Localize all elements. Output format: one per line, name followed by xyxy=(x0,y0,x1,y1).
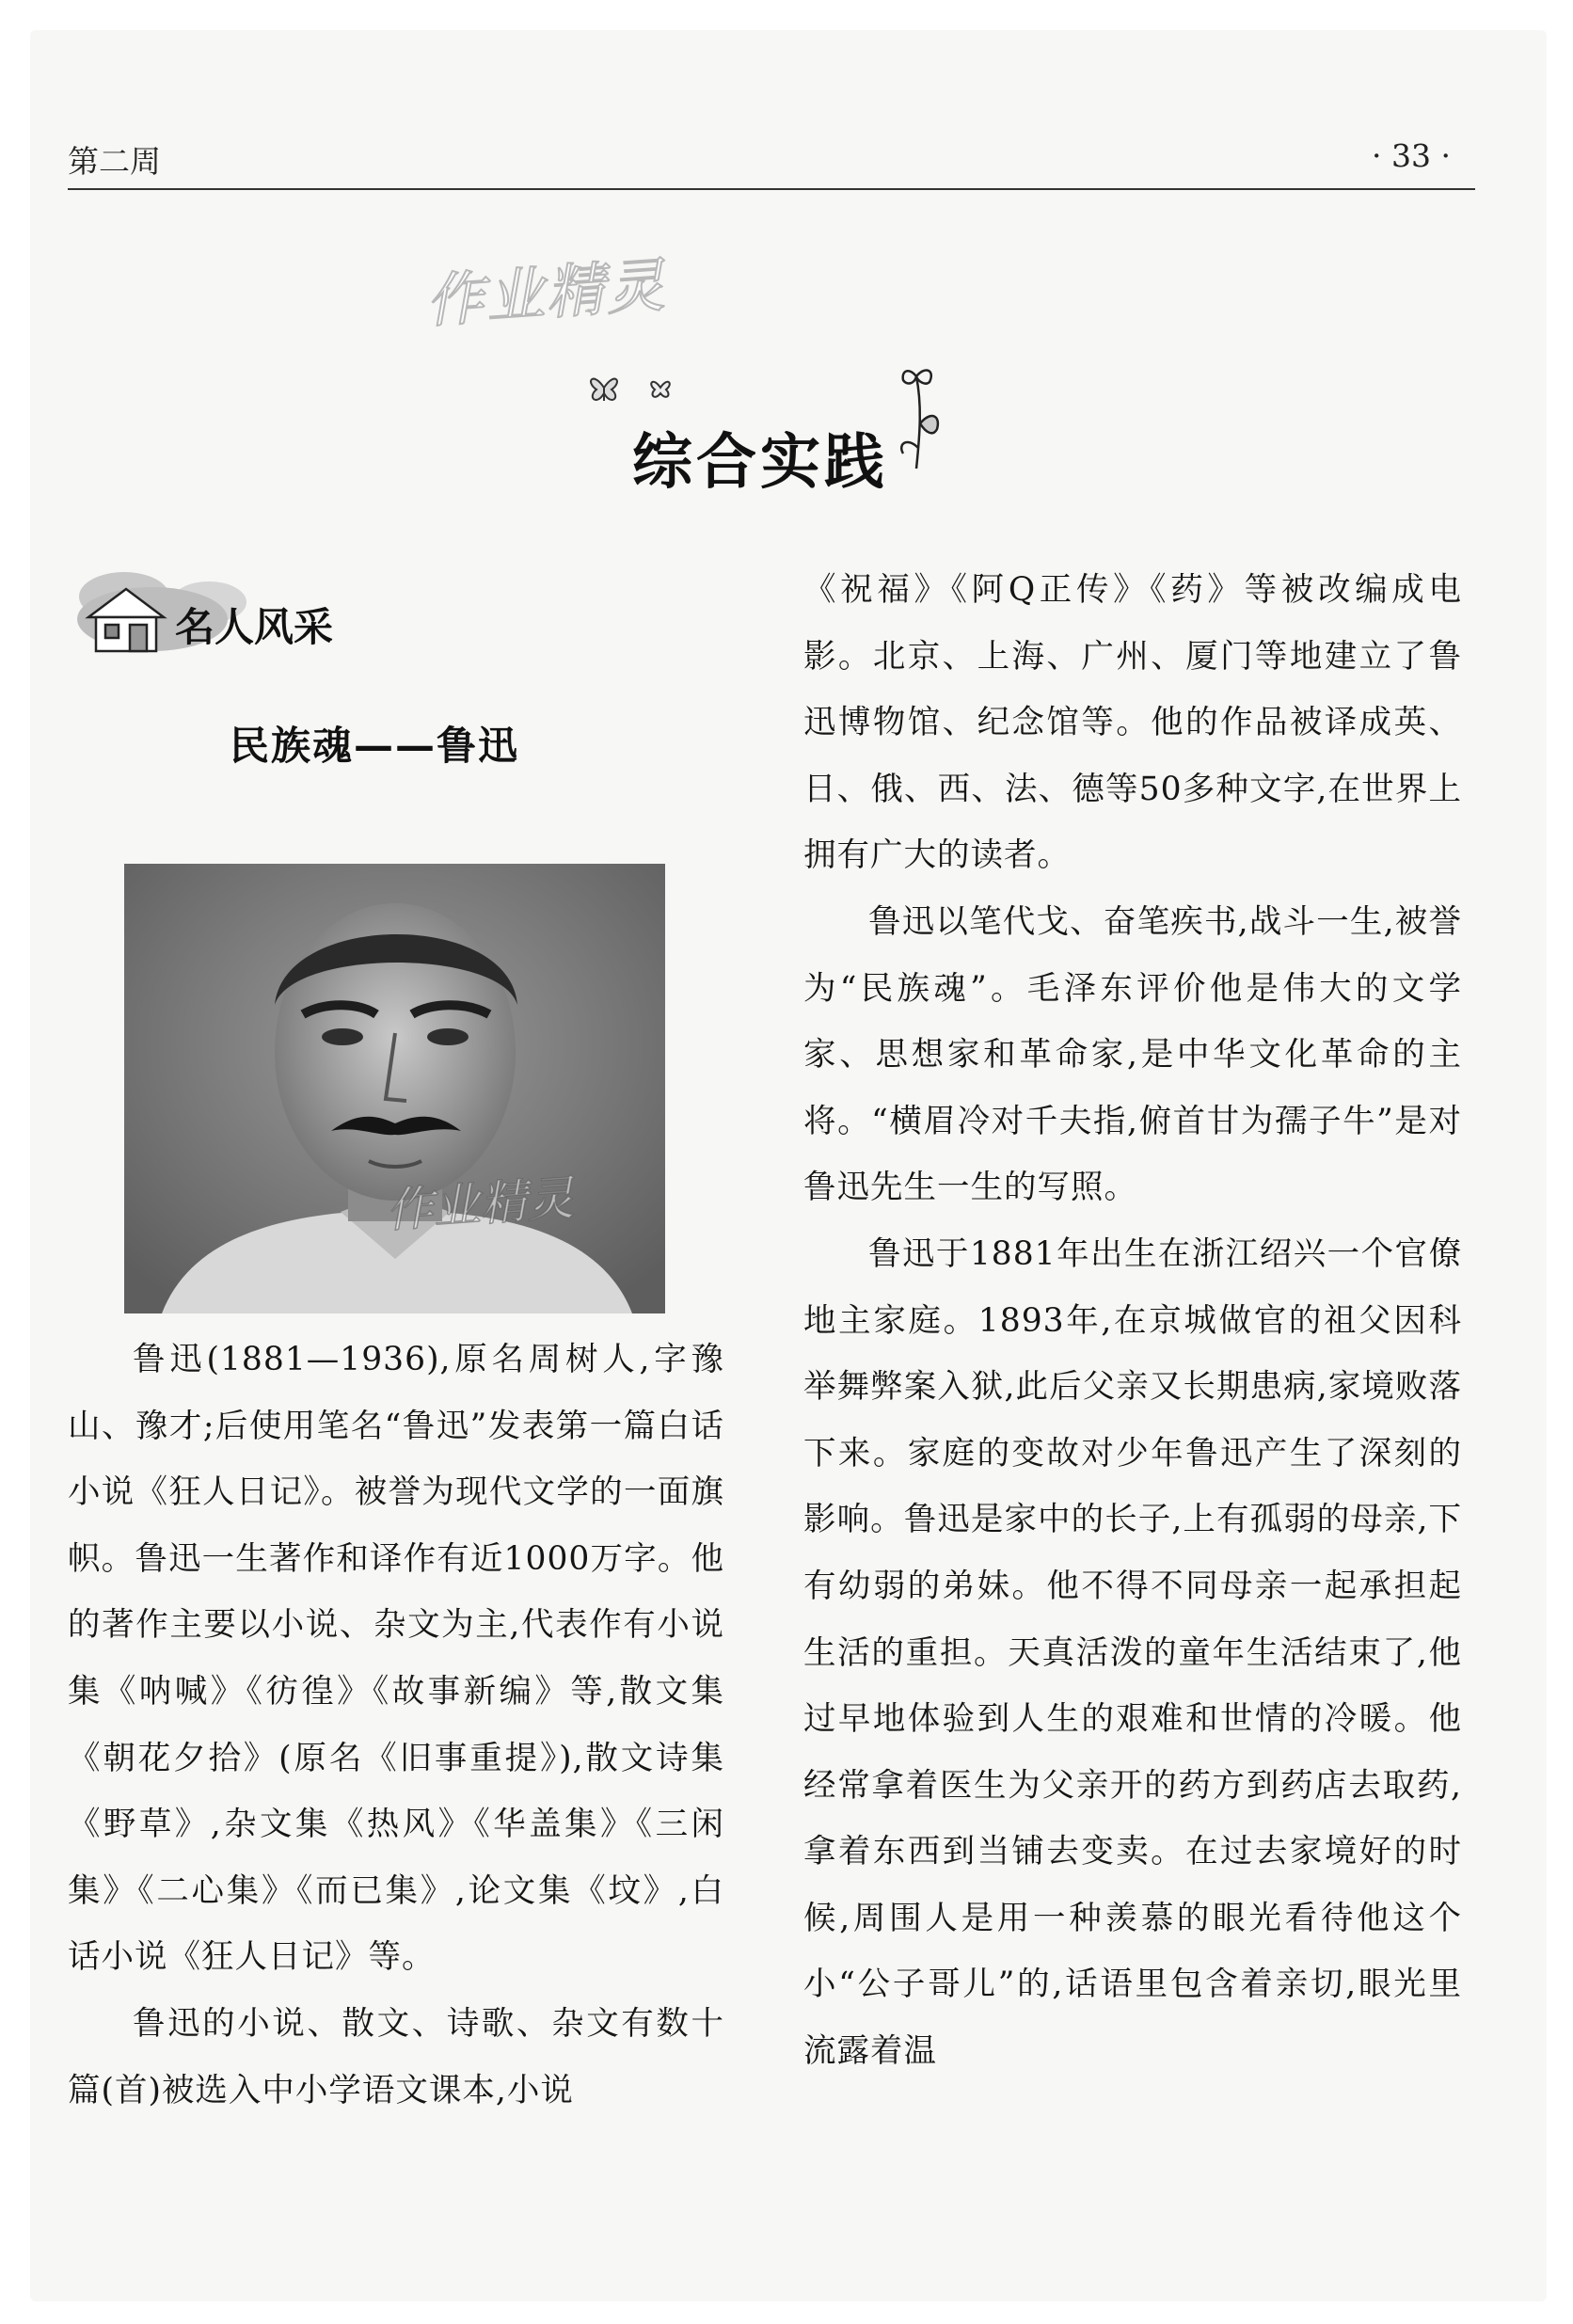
portrait-photo xyxy=(124,864,665,1313)
right-column xyxy=(803,557,1462,2085)
flower-icon xyxy=(888,358,950,470)
paragraph: 鲁迅于1881年出生在浙江绍兴一个官僚地主家庭。1893年,在京城做官的祖父因科举舞弊案入狱,此后父亲又长期患病,家境败落下来。家庭的变故对少年鲁迅产生了深刻的影响。鲁迅是家中的长子,上有孤弱的母亲,下有幼弱的弟妹。他不得不同母亲一起承担起生活的重担。天真活泼的童年生活结束了,他过早地体验到人生的艰难和世情的冷暖。他经常拿着医生为父亲开的药方到药店去取药,拿着东西到当铺去变卖。在过去家境好的时候,周围人是用一种羡慕的眼光看待他这个小“公子哥儿”的,话语里包含着亲切,眼光里流露着温 xyxy=(803,1234,1462,2071)
section-badge-label: 名人风采 xyxy=(175,604,334,650)
main-title: 综合实践 xyxy=(632,428,888,498)
running-head xyxy=(68,132,1475,190)
butterfly-icon xyxy=(583,359,696,416)
article-title: 民族魂——鲁迅 xyxy=(230,723,520,769)
watermark-logo: 作业精灵 xyxy=(423,250,669,336)
left-column xyxy=(68,1327,724,2124)
paragraph: 鲁迅的小说、散文、诗歌、杂文有数十篇(首)被选入中小学语文课本,小说 xyxy=(68,2004,724,2109)
page-number: · 33 · xyxy=(1372,137,1451,174)
paragraph: 《祝福》《阿Q正传》《药》等被改编成电影。北京、上海、广州、厦门等地建立了鲁迅博物馆、纪念馆等。他的作品被译成英、日、俄、西、法、德等50多种文字,在世界上拥有广大的读者。 xyxy=(803,571,1462,875)
paragraph: 鲁迅(1881—1936),原名周树人,字豫山、豫才;后使用笔名“鲁迅”发表第一篇白话小说《狂人日记》。被誉为现代文学的一面旗帜。鲁迅一生著作和译作有近1000万字。他的著作主要以小说、杂文为主,代表作有小说集《呐喊》《彷徨》《故事新编》等,散文集《朝花夕拾》(原名《旧事重提》),散文诗集《野草》,杂文集《热风》《华盖集》《三闲集》《二心集》《而已集》,论文集《坟》,白话小说《狂人日记》等。 xyxy=(68,1341,724,1977)
photo-watermark: 作业精灵 xyxy=(384,1170,577,1238)
paragraph: 鲁迅以笔代戈、奋笔疾书,战斗一生,被誉为“民族魂”。毛泽东评价他是伟大的文学家、思想家和革命家,是中华文化革命的主将。“横眉冷对千夫指,俯首甘为孺子牛”是对鲁迅先生一生的写照。 xyxy=(803,902,1462,1207)
section-label: 第二周 xyxy=(68,143,161,180)
